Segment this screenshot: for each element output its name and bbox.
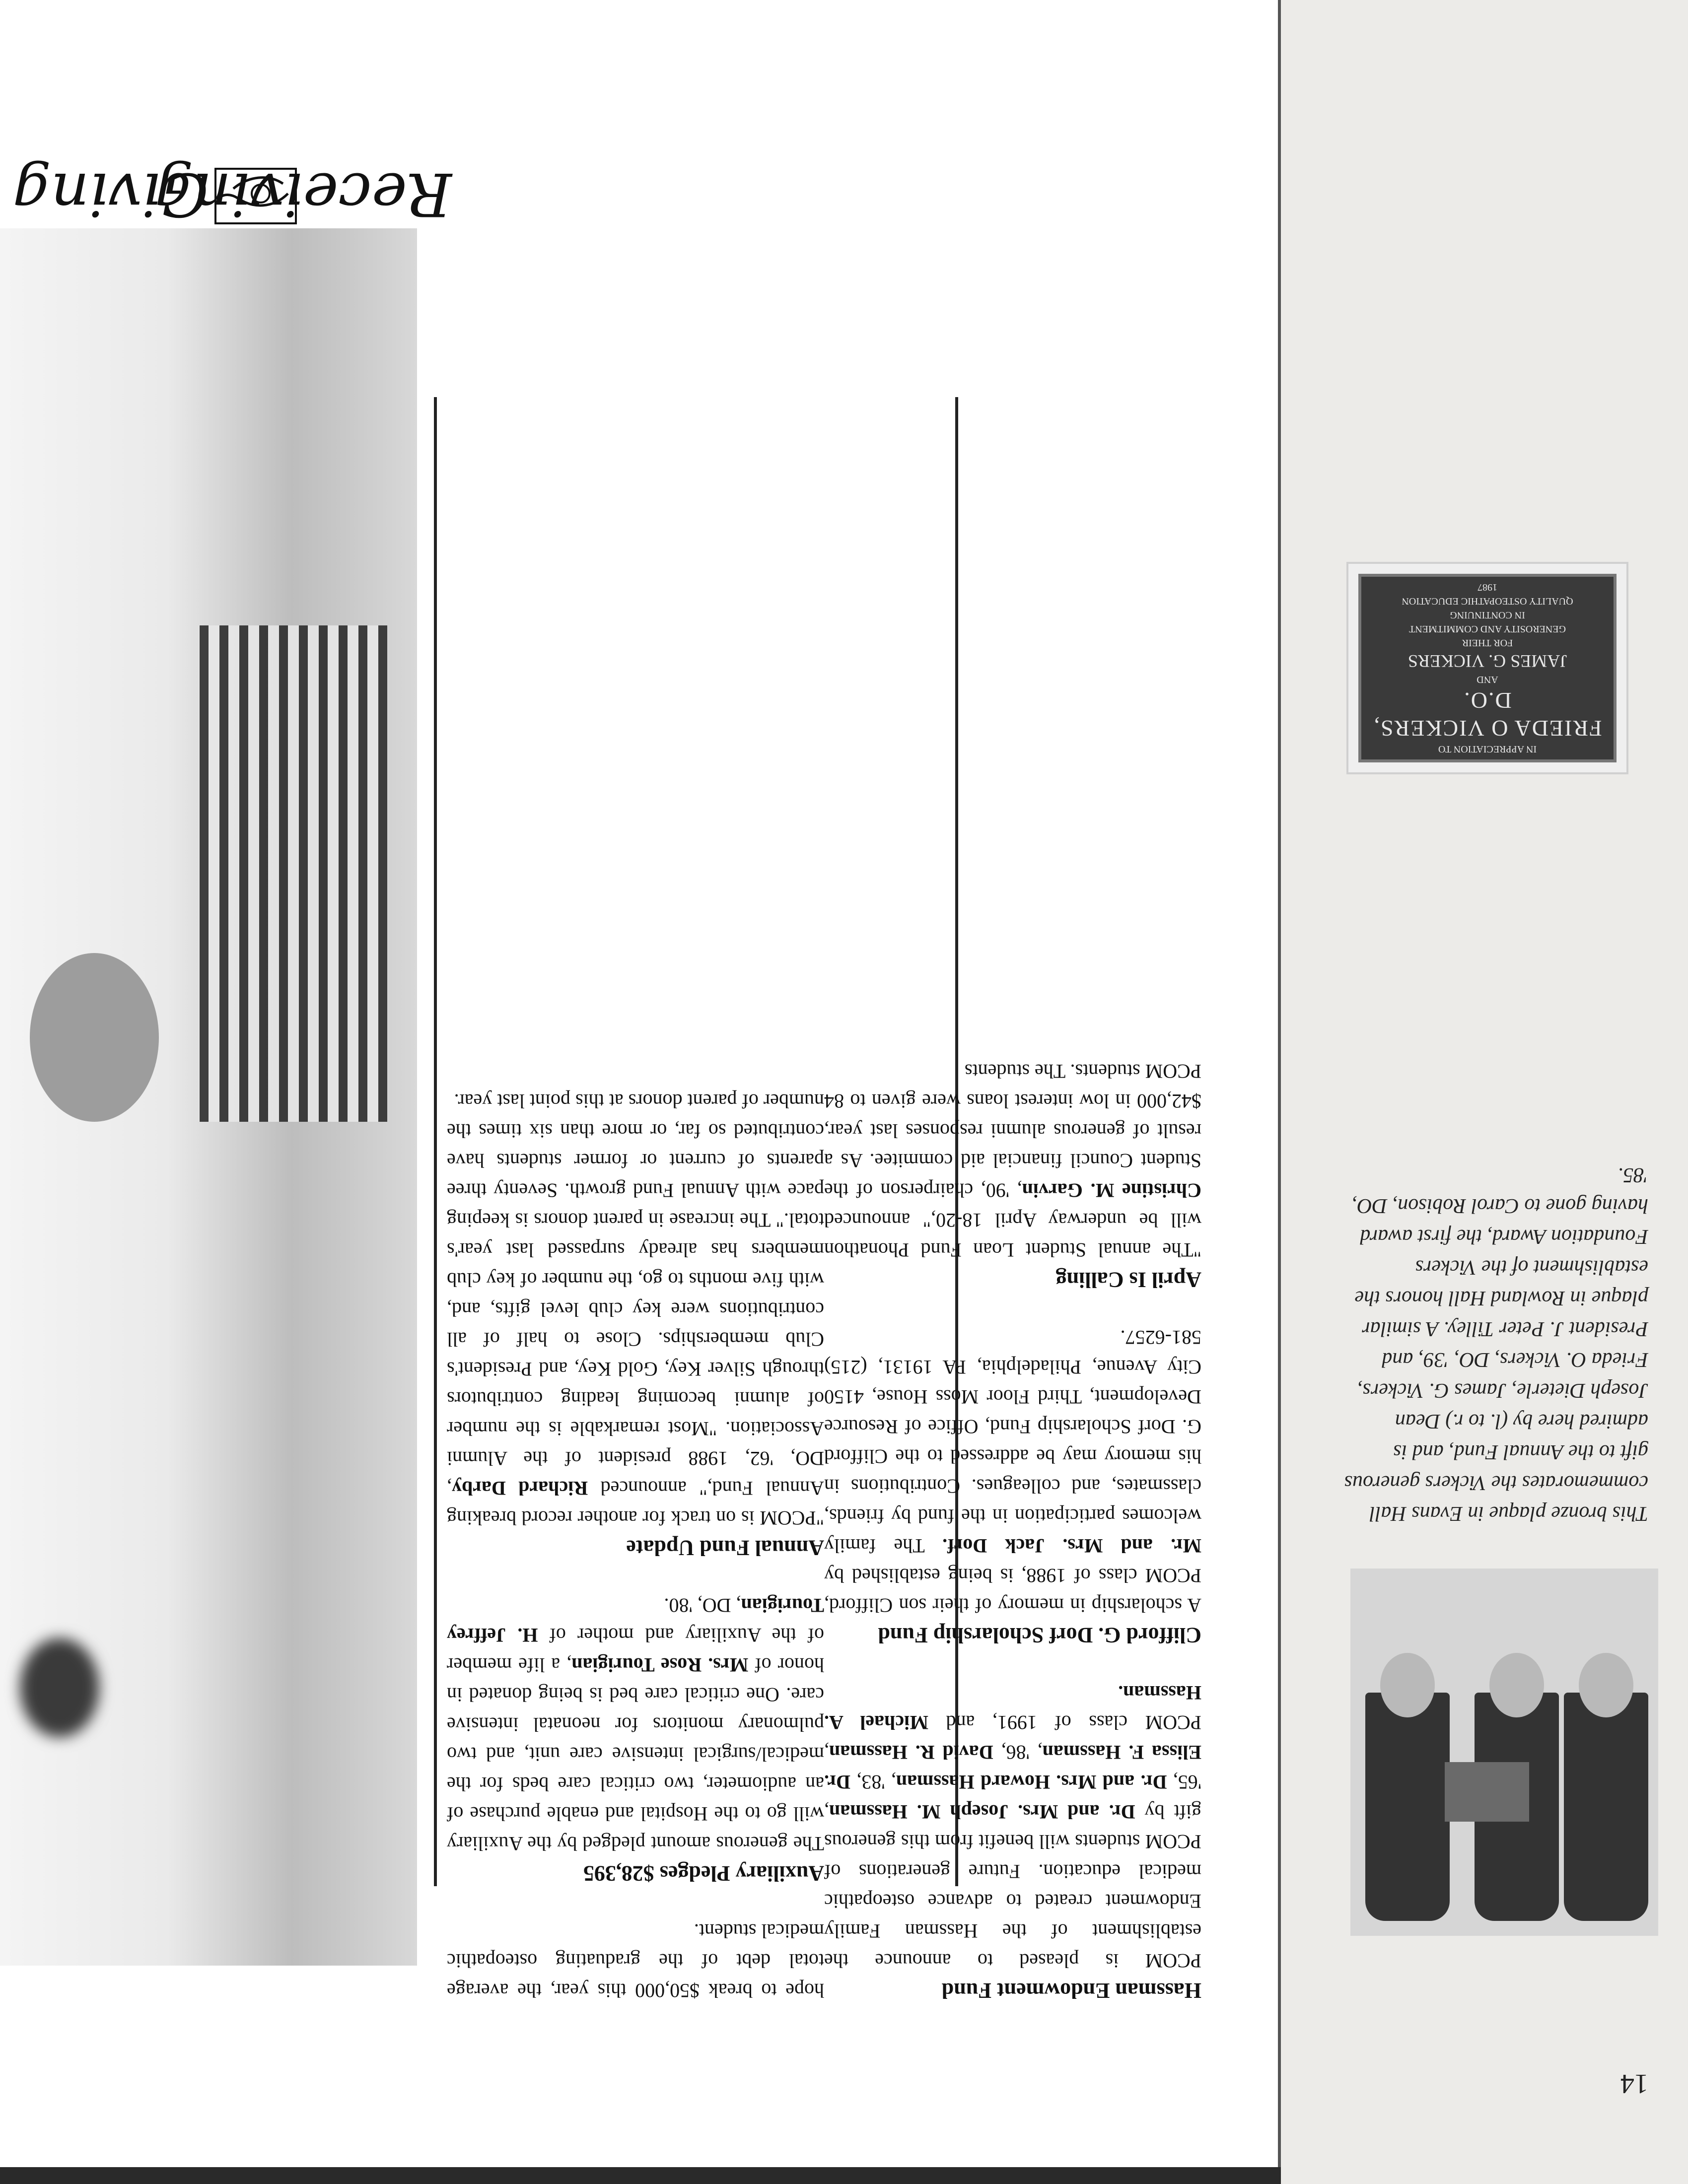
paragraph: PCOM is pleased to announce the establishment of the Hassman Family Endowment created to advance osteopathic medical education. Future generations of PCOM students will benefit from this generous gift by Dr. and Mrs. Joseph M. Hassman, '65, Dr. and Mrs. Howard Hassman, '83, Dr. Elissa F. Hassman, '86, David R. Hassman, PCOM class of 1991, and Michael A. Hassman. <box>824 1682 1201 1972</box>
paragraph: "The annual Student Loan Fund Phonathon will be underway April 18-20," announced Christine M. Garvin, '90, chairperson of the Student Council financial aid commitee. As a result of generous alumni responses last year, $42,000 in low interest loans were given to 84 PCOM students. The students <box>824 1060 1201 1261</box>
paragraph: A scholarship in memory of their son Clifford, PCOM class of 1988, is being established by Mr. and Mrs. Jack Dorf. The family welcomes participation in the fund by friends, classmates, and colleagues. Contributions in his memory may be addressed to the Clifford G. Dorf Scholarship Fund, Office of Resource Development, Third Floor Moss House, 4150 City Avenue, Philadelphia, PA 19131, (215) 581-6257. <box>824 1326 1201 1617</box>
giving-receiving-logo <box>0 119 452 248</box>
article-column-right <box>447 1086 824 2005</box>
column-divider <box>434 397 437 1886</box>
heading-april: April Is Calling <box>1055 1268 1201 1292</box>
page-number: 14 <box>1620 2068 1648 2099</box>
heading-auxiliary: Auxiliary Pledges $28,395 <box>583 1861 824 1886</box>
heading-dorf: Clifford G. Dorf Scholarship Fund <box>878 1623 1201 1647</box>
small-plaque-in-photo <box>1445 1762 1529 1822</box>
vickers-group-photo <box>1350 1569 1658 1936</box>
candid-photo <box>0 228 417 1966</box>
heading-annual-fund: Annual Fund Update <box>626 1536 824 1560</box>
paragraph: hope to break $50,000 this year, the average total debt of the graduating osteopathic medical student. <box>447 1920 824 2002</box>
bronze-plaque-photo: IN APPRECIATION TO FRIEDA O VICKERS, D.O. AND JAMES G. VICKERS FOR THEIR GENEROSITY AND COMMITMENT IN CONTINUING QUALITY OSTEOPATHIC EDUCATION 1987 <box>1346 562 1628 774</box>
paragraph: The generous amount pledged by the Auxiliary will go to the Hospital and enable purchase of an audiometer, two critical care beds for the medical/surgical intensive care unit, and two pulmonary monitors for neonatal intensive care. One critical care bed is being donated in honor of Mrs. Rose Tourigian, a life member of the Auxiliary and mother of H. Jeffrey Tourigian, DO, '80. <box>446 1594 824 1855</box>
logo-giving-word: Giving <box>12 159 209 228</box>
paragraph: "PCOM is on track for another record breaking Annual Fund," announced Richard Darby, DO, '62, 1988 president of the Alumni Association. "Most remarkable is the number of alumni becoming leading contributors through Silver Key, Gold Key, and President's Club memberships. Close to half of all contributions were key club level gifts, and, with five months to go, the number of key club members has already surpassed last year's total." The increase in parent donors is keeping pace with Annual Fund growth. Seventy three parents of current or former students have contributed so far, or more than six times the number of parent donors at this point last year. <box>446 1090 824 1529</box>
logo-receiving-word: Receiving <box>154 159 452 228</box>
article-column-left <box>824 1056 1201 2005</box>
heading-hassman: Hassman Endowment Fund <box>941 1979 1201 2003</box>
photo-caption: This bronze plaque in Evans Hall commemorates the Vickers generous gift to the Annual Fund, and is admired here by (l. to r.) Dean Joseph Dieterle, James G. Vickers, Frieda O. Vickers, DO, '39, and President J. Peter Tilley. A similar plaque in Rowland Hall honors the establishment of the Vickers Foundation Award, the first award having gone to Carol Robison, DO, '85. <box>1344 1163 1648 1525</box>
bottom-rule <box>0 2167 1281 2184</box>
